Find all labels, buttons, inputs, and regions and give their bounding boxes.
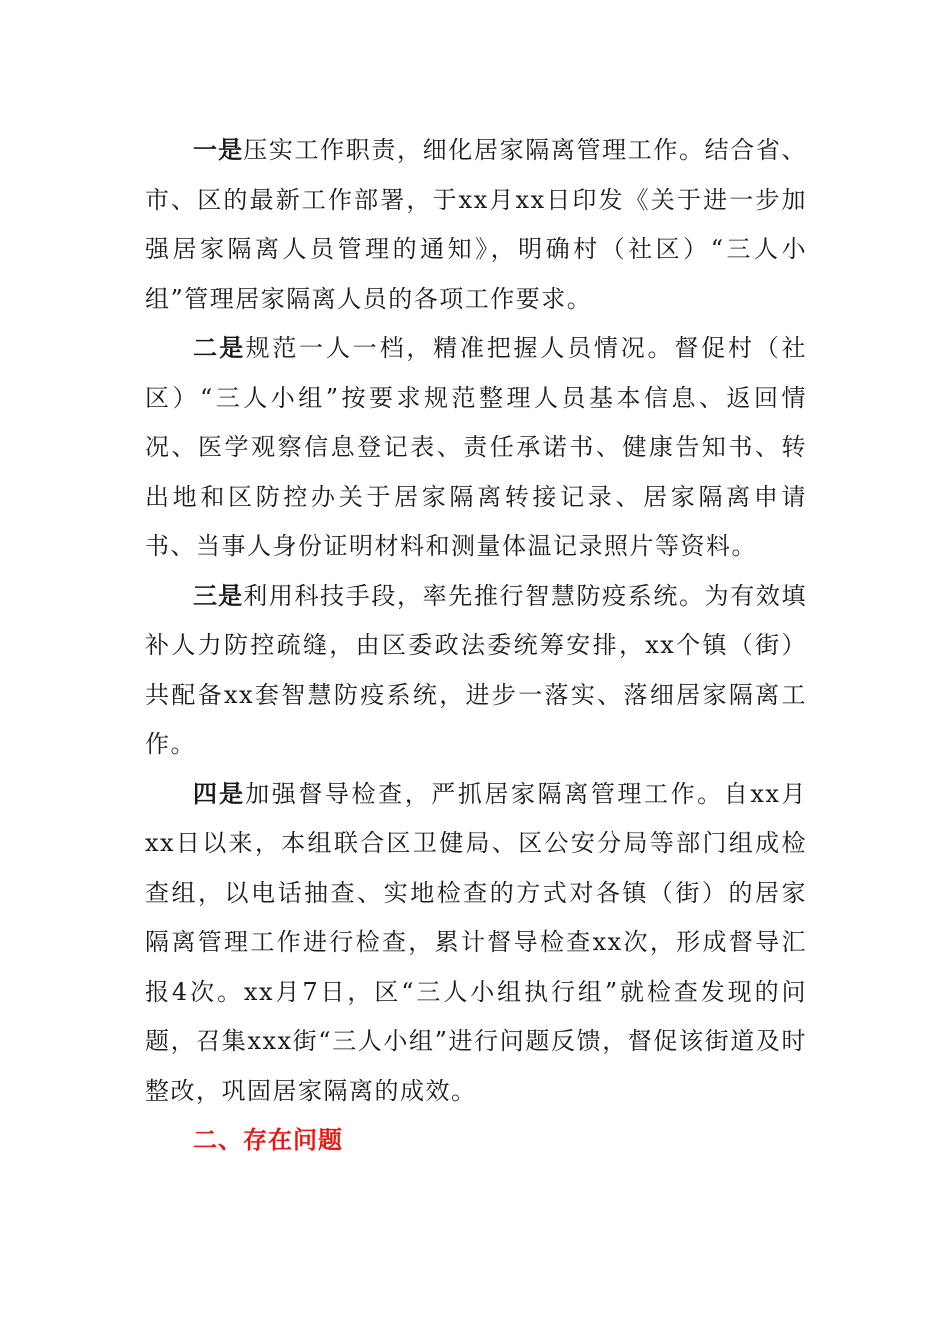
paragraph-3	[145, 572, 807, 770]
paragraph-text: 加强督导检查，严抓居家隔离管理工作。自xx月xx日以来，本组联合区卫健局、区公安分局等部门组成检查组，以电话抽查、实地检查的方式对各镇（街）的居家隔离管理工作进行检查，累计督导检查xx次，形成督导汇报4次。xx月7日，区“三人小组执行组”就检查发现的问题，召集xxx街“三人小组”进行问题反馈，督促该街道及时整改，巩固居家隔离的成效。	[145, 779, 808, 1105]
paragraph-2	[145, 324, 807, 572]
paragraph-text: 压实工作职责，细化居家隔离管理工作。结合省、市、区的最新工作部署，于xx月xx日印发《关于进一步加强居家隔离人员管理的通知》，明确村（社区）“三人小组”管理居家隔离人员的各项工作要求。	[145, 136, 808, 313]
paragraph-text: 利用科技手段，率先推行智慧防疫系统。为有效填补人力防控疏缝，由区委政法委统筹安排，xx个镇（街）共配备xx套智慧防疫系统，进步一落实、落细居家隔离工作。	[145, 581, 808, 758]
paragraph-lead: 四是	[193, 779, 246, 808]
section-heading: 二、存在问题	[193, 1126, 343, 1154]
document-body	[145, 126, 807, 1166]
paragraph-1	[145, 126, 807, 324]
paragraph-lead: 三是	[193, 581, 244, 610]
paragraph-lead: 一是	[193, 136, 244, 164]
paragraph-lead: 二是	[193, 334, 246, 362]
paragraph-text: 规范一人一档，精准把握人员情况。督促村（社区）“三人小组”按要求规范整理人员基本信息、返回情况、医学观察信息登记表、责任承诺书、健康告知书、转出地和区防控办关于居家隔离转接记录、居家隔离申请书、当事人身份证明材料和测量体温记录照片等资料。	[145, 334, 808, 560]
paragraph-4	[145, 770, 807, 1117]
